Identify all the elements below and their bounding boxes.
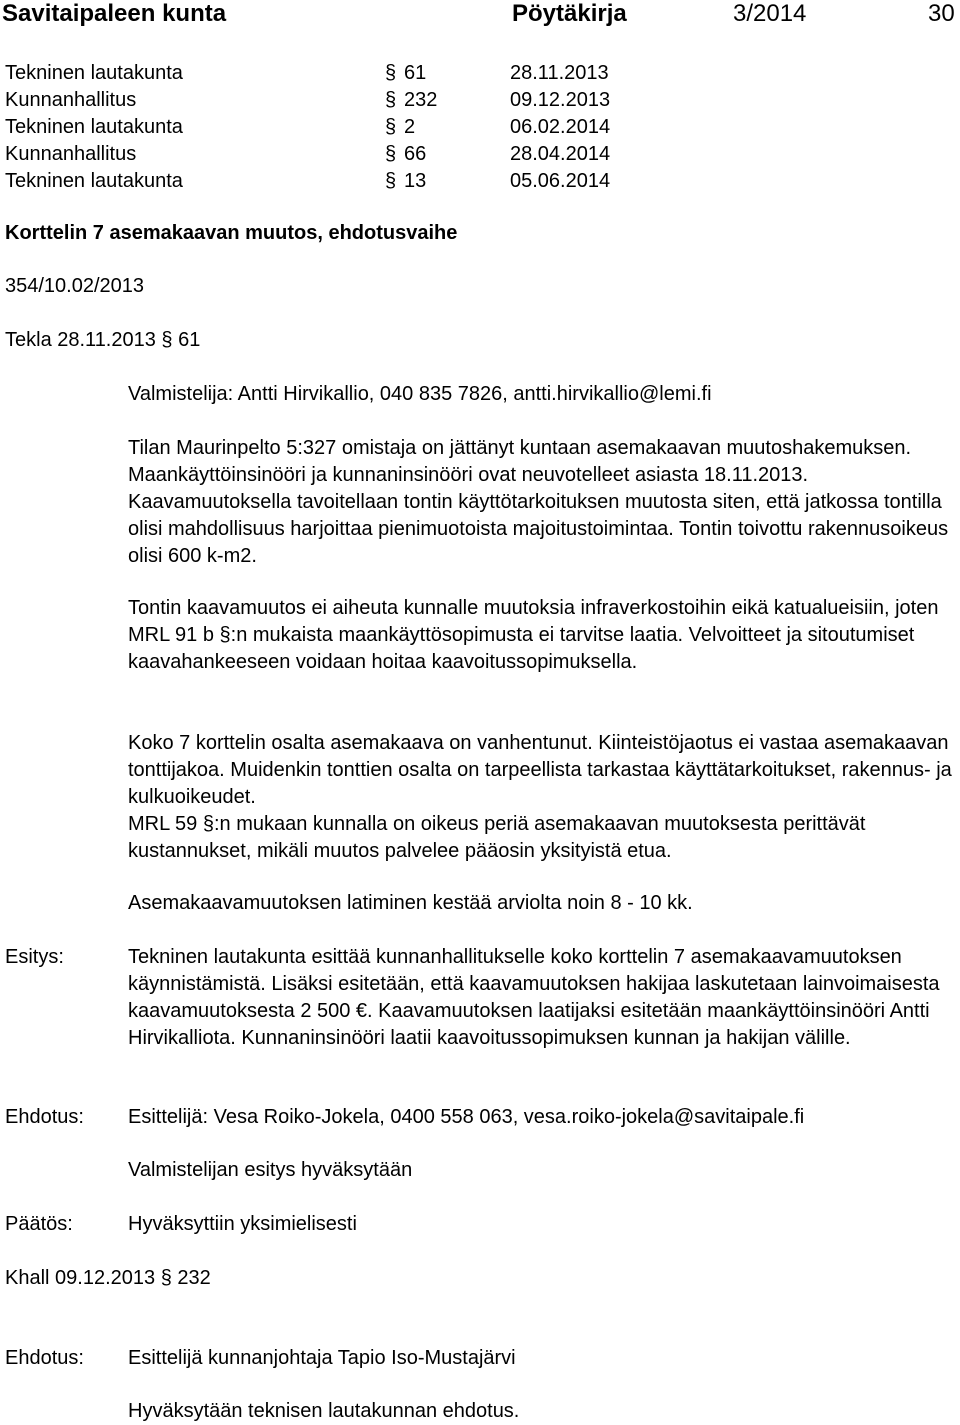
paragraph-text-part: Tekninen lautakunta esittää kunnanhallitukselle koko korttelin 7 asemakaavamuutoksen käynnistämistä. Lisäksi esitetään, että kaavamuutoksen hakijaa laskutetaan lainvoimaisesta kaavamuutoksesta 2 500 [128,946,940,1022]
history-body: Tekninen lautakunta [5,116,183,138]
esitys-label: Esitys: [5,946,64,968]
section-sign-icon: § [160,1267,172,1289]
history-date: 06.02.2014 [510,116,611,138]
approval-statement: Valmistelijan esitys hyväksytään [128,1159,413,1181]
paragraph-text [128,595,958,676]
paragraph-text-part: :n mukaan kunnalla on oikeus periä asemakaavan muutoksesta perittävät kustannukset, mikäli muutos palvelee pääosin yksityistä etua. [128,813,866,862]
paragraph-text-part: :n mukaista maankäyttösopimusta ei tarvitse laatia. Velvoitteet ja sitoutumiset kaavahankeeseen voidaan hoitaa kaavoitussopimuksella. [128,624,915,673]
section-sign-icon: § [202,813,214,835]
approval-statement: Hyväksytään teknisen lautakunnan ehdotus. [128,1400,520,1422]
khall-prefix: Khall 09.12.2013 [5,1267,156,1289]
paatos-label: Päätös: [5,1213,73,1235]
section-sign-icon: § [385,116,397,138]
page-number: 30 [928,0,955,27]
history-date: 28.11.2013 [510,62,609,84]
paragraph-application [128,435,958,570]
section-sign-icon: § [385,170,397,192]
preparer-line: Valmistelija: Antti Hirvikallio, 040 835 7826, antti.hirvikallio@lemi.fi [128,383,712,405]
esitys-text [128,944,958,1052]
history-number: 13 [404,170,427,192]
khall-reference [5,1265,211,1292]
history-number: 66 [404,143,427,165]
history-date: 09.12.2013 [510,89,611,111]
paragraph-duration: Asemakaavamuutoksen latiminen kestää arviolta noin 8 - 10 kk. [128,892,693,914]
history-number: 2 [404,116,416,138]
ehdotus-label: Ehdotus: [5,1347,84,1369]
history-number: 61 [404,62,427,84]
ehdotus-presenter: Esittelijä kunnanjohtaja Tapio Iso-Mustajärvi [128,1347,516,1369]
history-body: Kunnanhallitus [5,89,137,111]
reference-number: 354/10.02/2013 [5,275,145,297]
issue-number: 3/2014 [733,0,807,27]
section-sign-icon: § [385,62,397,84]
organization-name: Savitaipaleen kunta [2,0,227,27]
history-body: Tekninen lautakunta [5,62,183,84]
euro-sign: € [355,1000,368,1022]
paragraph-outdated-plan [128,730,958,865]
paragraph-text-part: Tontin kaavamuutos ei aiheuta kunnalle muutoksia infraverkostoihin eikä katualueisiin, joten MRL 91 b [128,597,939,646]
khall-number: 232 [177,1267,211,1289]
tekla-reference [5,327,200,354]
ehdotus-presenter: Esittelijä: Vesa Roiko-Jokela, 0400 558 063, vesa.roiko-jokela@savitaipale.fi [128,1106,805,1128]
section-sign-icon: § [385,89,397,111]
tekla-number: 61 [178,329,201,351]
history-body: Kunnanhallitus [5,143,137,165]
paragraph-text-part: MRL 59 [128,813,203,835]
ehdotus-label: Ehdotus: [5,1106,84,1128]
document-type: Pöytäkirja [512,0,627,27]
section-sign-icon: § [219,624,231,646]
section-sign-icon: § [161,329,173,351]
paragraph-text: Tilan Maurinpelto 5:327 omistaja on jättänyt kuntaan asemakaavan muutoshakemuksen. Maankäyttöinsinööri ja kunnaninsinööri ovat neuvotelleet asiasta 18.11.2013. Kaavamuutoksella tavoitellaan tontin käyttötarkoituksen muutosta siten, että jatkossa tontilla olisi mahdollisuus harjoittaa pienimuotoista majoitustoimintaa. Tontin toivottu rakennusoikeus olisi 600 k-m2. [128,437,949,567]
paragraph-text [128,944,958,1052]
paragraph-text-part: . Kaavamuutoksen laatijaksi esitetään maankäyttöinsinööri Antti Hirvikalliota. Kunnaninsinööri laatii kaavoitussopimuksen kunnan ja hakijan välille. [128,1000,930,1049]
history-date: 05.06.2014 [510,170,611,192]
history-number: 232 [404,89,438,111]
paragraph-infrastructure [128,595,958,676]
section-sign-icon: § [385,143,397,165]
paragraph-text [128,811,958,865]
tekla-prefix: Tekla 28.11.2013 [5,329,156,351]
paragraph-text: Koko 7 korttelin osalta asemakaava on vanhentunut. Kiinteistöjaotus ei vastaa asemakaavan tonttijakoa. Muidenkin tonttien osalta on tarpeellista tarkastaa käyttätarkoitukset, rakennus- ja kulkuoikeudet. [128,732,952,808]
decision-text: Hyväksyttiin yksimielisesti [128,1213,357,1235]
case-title: Korttelin 7 asemakaavan muutos, ehdotusvaihe [5,222,458,244]
history-body: Tekninen lautakunta [5,170,183,192]
history-date: 28.04.2014 [510,143,611,165]
